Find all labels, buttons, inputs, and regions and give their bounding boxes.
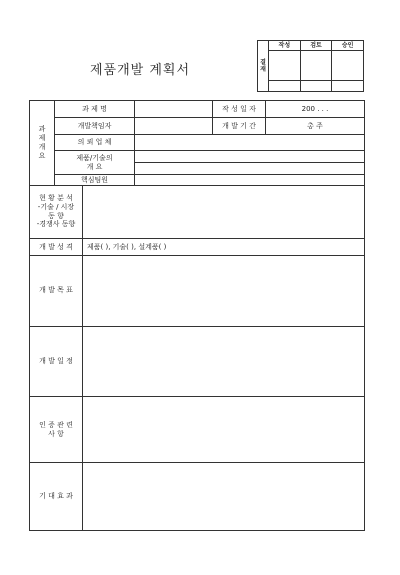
- task-name-field[interactable]: [135, 101, 213, 118]
- approval-side-label: 결 재: [258, 41, 269, 92]
- client-label: 의 뢰 업 체: [55, 135, 135, 151]
- core-team-field[interactable]: [135, 175, 365, 185]
- product-overview-field-1[interactable]: [135, 151, 365, 163]
- dev-performance-field[interactable]: 제품( ), 기술( ), 설계품( ): [83, 238, 365, 255]
- approval-signature-approve[interactable]: [332, 51, 364, 81]
- plan-form: [29, 100, 365, 531]
- product-overview-field-2[interactable]: [135, 163, 365, 175]
- product-overview-label: 제품/기술의 개 요: [55, 151, 135, 175]
- approval-signature-write[interactable]: [269, 51, 301, 81]
- task-name-label: 과 제 명: [55, 101, 135, 118]
- period-label: 개 발 기 간: [213, 118, 266, 135]
- approval-header-write: 작성: [269, 41, 301, 51]
- approval-box: [257, 40, 364, 92]
- core-team-label: 핵심팀원: [55, 175, 135, 185]
- lead-field[interactable]: [135, 118, 213, 135]
- approval-header-approve: 승인: [332, 41, 364, 51]
- dev-performance-label: 개 발 성 격: [30, 238, 83, 255]
- approval-date-write[interactable]: [269, 81, 301, 92]
- approval-date-review[interactable]: [300, 81, 332, 92]
- dev-goal-field[interactable]: [83, 256, 365, 326]
- overview-group-label: 과 제 개 요: [30, 101, 55, 186]
- certification-field[interactable]: [83, 396, 365, 462]
- date-field[interactable]: 200 . . .: [266, 101, 365, 118]
- approval-header-review: 검토: [300, 41, 332, 51]
- certification-label: 인 증 관 련 사 항: [30, 396, 83, 462]
- approval-date-approve[interactable]: [332, 81, 364, 92]
- expected-effect-field[interactable]: [83, 463, 365, 531]
- dev-schedule-field[interactable]: [83, 326, 365, 396]
- date-label: 작 성 일 자: [213, 101, 266, 118]
- status-analysis-label: 현 황 분 석 -기술 / 시장 동 향 -경쟁사 동향: [30, 185, 83, 238]
- dev-goal-label: 개 발 목 표: [30, 256, 83, 326]
- client-field[interactable]: [135, 135, 365, 151]
- period-field[interactable]: 총 주: [266, 118, 365, 135]
- dev-schedule-label: 개 발 일 정: [30, 326, 83, 396]
- approval-signature-review[interactable]: [300, 51, 332, 81]
- document-title: 제품개발 계획서: [90, 63, 191, 78]
- lead-label: 개발책임자: [55, 118, 135, 135]
- expected-effect-label: 기 대 효 과: [30, 463, 83, 531]
- status-analysis-field[interactable]: [83, 185, 365, 238]
